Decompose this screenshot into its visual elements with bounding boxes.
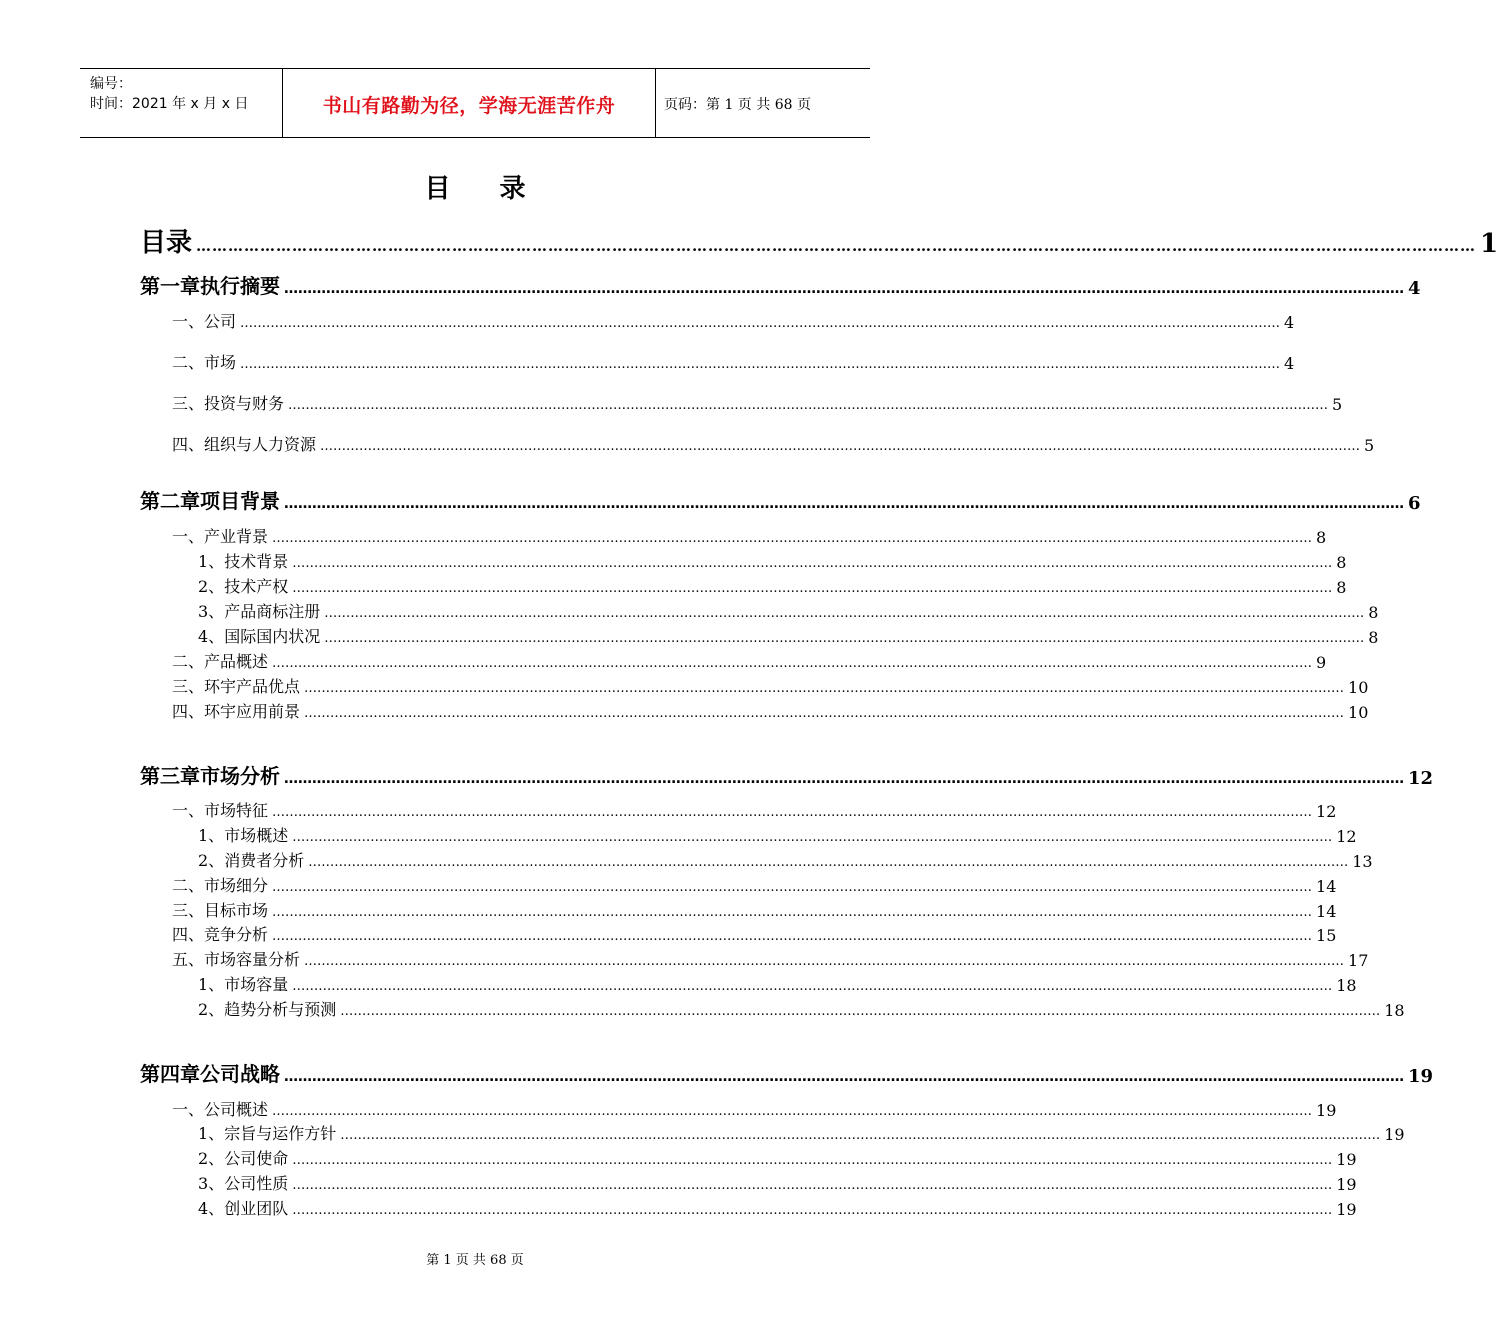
toc-entry-page: 12 <box>1316 802 1337 821</box>
toc-entry-page: 12 <box>1408 768 1434 789</box>
toc-leader-dots: …………………………………………………………………………………………………………………………………………………………………………………………………………………… <box>240 357 1281 372</box>
page-footer: 第 1 页 共 68 页 <box>426 1253 524 1268</box>
toc-entry-page: 4 <box>1408 278 1421 299</box>
toc-entry-number: 第一章 <box>140 274 200 298</box>
toc-entry-label: 项目背景 <box>200 489 280 513</box>
toc-entry-page: 8 <box>1336 553 1347 572</box>
toc-entry[interactable] <box>198 624 1379 647</box>
toc-entry[interactable] <box>198 1171 1357 1194</box>
toc-entry-number: 三、 <box>172 394 205 413</box>
toc-entry-number: 一、 <box>172 527 205 546</box>
toc-entry[interactable] <box>172 432 1375 455</box>
toc-entry-number: 4、 <box>198 1199 225 1218</box>
toc-entry-label: 投资与财务 <box>204 394 285 413</box>
toc-entry-page: 4 <box>1284 313 1295 332</box>
toc-entry[interactable] <box>198 972 1357 995</box>
header-page-cell <box>655 69 870 137</box>
toc-entry[interactable] <box>140 270 1421 299</box>
toc-entry-number: 二、 <box>172 876 205 895</box>
toc-leader-dots: …………………………………………………………………………………………………………………………………………………………………………………………………………………… <box>292 1203 1333 1218</box>
toc-entry[interactable] <box>198 848 1373 871</box>
toc-entry-page: 5 <box>1332 395 1343 414</box>
toc-leader-dots: …………………………………………………………………………………………………………………………………………………………………………………………………………………… <box>272 905 1313 920</box>
toc-leader-dots: …………………………………………………………………………………………………………………………………………………………………………………………………………………… <box>304 706 1345 721</box>
toc-leader-dots: …………………………………………………………………………………………………………………………………………………………………………………………………………………… <box>284 281 1404 297</box>
toc-leader-dots: …………………………………………………………………………………………………………………………………………………………………………………………………………………… <box>284 496 1404 512</box>
toc-entry[interactable] <box>140 1058 1434 1087</box>
toc-entry[interactable] <box>172 309 1295 332</box>
toc-entry[interactable] <box>172 1097 1337 1120</box>
toc-entry[interactable] <box>172 674 1369 697</box>
toc-leader-dots: …………………………………………………………………………………………………………………………………………………………………………………………………………………… <box>324 631 1365 646</box>
toc-entry-page: 17 <box>1348 951 1369 970</box>
toc-entry-number: 二、 <box>172 652 205 671</box>
toc-entry[interactable] <box>172 699 1369 722</box>
toc-entry-page: 8 <box>1336 578 1347 597</box>
toc-entry-page: 5 <box>1364 436 1375 455</box>
toc-entry[interactable] <box>172 391 1343 414</box>
toc-entry-label: 公司使命 <box>224 1149 289 1168</box>
toc-entry[interactable] <box>198 823 1357 846</box>
toc-leader-dots: …………………………………………………………………………………………………………………………………………………………………………………………………………………… <box>272 880 1313 895</box>
toc-entry-number: 第二章 <box>140 489 200 513</box>
toc-entry-page: 13 <box>1352 852 1373 871</box>
toc-entry-label: 公司战略 <box>200 1062 280 1086</box>
toc-entry-page: 8 <box>1368 603 1379 622</box>
toc-entry-page: 18 <box>1384 1001 1405 1020</box>
toc-entry-label: 市场 <box>204 353 237 372</box>
toc-entry[interactable] <box>172 649 1327 672</box>
toc-entry-label: 市场分析 <box>200 764 280 788</box>
toc-leader-dots: …………………………………………………………………………………………………………………………………………………………………………………………………………………… <box>240 316 1281 331</box>
header-motto-cell <box>282 69 656 137</box>
toc-entry-number: 1、 <box>198 552 225 571</box>
toc-leader-dots: …………………………………………………………………………………………………………………………………………………………………………………………………………………… <box>272 805 1313 820</box>
toc-entry-number: 二、 <box>172 353 205 372</box>
toc-entry-page: 19 <box>1316 1101 1337 1120</box>
toc-entry-number: 第四章 <box>140 1062 200 1086</box>
toc-leader-dots: …………………………………………………………………………………………………………………………………………………………………………………………………………………… <box>304 954 1345 969</box>
toc-entry-page: 9 <box>1316 653 1327 672</box>
toc-entry-number: 一、 <box>172 801 205 820</box>
toc-leader-dots: …………………………………………………………………………………………………………………………………………………………………………………………………………………… <box>272 929 1313 944</box>
toc-entry-page: 18 <box>1336 976 1357 995</box>
toc-entry-label: 公司概述 <box>204 1100 269 1119</box>
toc-entry[interactable] <box>140 485 1421 514</box>
toc-entry-label: 宗旨与运作方针 <box>224 1124 337 1143</box>
toc-leader-dots: …………………………………………………………………………………………………………………………………………………………………………………………………………………… <box>304 681 1345 696</box>
toc-entry-number: 第三章 <box>140 764 200 788</box>
toc-entry-number: 四、 <box>172 925 205 944</box>
toc-entry[interactable] <box>198 1146 1357 1169</box>
toc-entry-page: 10 <box>1348 703 1369 722</box>
toc-entry-number: 4、 <box>198 627 225 646</box>
toc-entry-label: 执行摘要 <box>200 274 280 298</box>
toc-leader-dots: …………………………………………………………………………………………………………………………………………………………………………………………………………………… <box>292 581 1333 596</box>
toc-entry[interactable] <box>198 1196 1357 1219</box>
toc-entry[interactable] <box>140 222 1498 259</box>
serial-label: 编号： <box>90 76 132 92</box>
toc-entry-label: 组织与人力资源 <box>204 435 317 454</box>
toc-entry[interactable] <box>198 599 1379 622</box>
toc-entry[interactable] <box>172 873 1337 896</box>
toc-leader-dots: …………………………………………………………………………………………………………………………………………………………………………………………………………………… <box>308 855 1349 870</box>
toc-entry[interactable] <box>172 350 1295 373</box>
toc-leader-dots: …………………………………………………………………………………………………………………………………………………………………………………………………………………… <box>292 1153 1333 1168</box>
toc-entry[interactable] <box>140 760 1434 789</box>
toc-leader-dots: …………………………………………………………………………………………………………………………………………………………………………………………………………………… <box>292 979 1333 994</box>
toc-entry-page: 14 <box>1316 877 1337 896</box>
toc-entry-page: 19 <box>1384 1125 1405 1144</box>
toc-entry-label: 国际国内状况 <box>224 627 321 646</box>
toc-entry-label: 市场概述 <box>224 826 289 845</box>
toc-entry-label: 目标市场 <box>204 901 269 920</box>
toc-leader-dots: …………………………………………………………………………………………………………………………………………………………………………………………………………………… <box>340 1128 1381 1143</box>
toc-entry-page: 19 <box>1336 1200 1357 1219</box>
toc-leader-dots: …………………………………………………………………………………………………………………………………………………………………………………………………………………… <box>340 1004 1381 1019</box>
toc-leader-dots: …………………………………………………………………………………………………………………………………………………………………………………………………………………… <box>196 237 1477 255</box>
toc-entry-number: 一、 <box>172 312 205 331</box>
toc-entry-number: 1、 <box>198 826 225 845</box>
toc-entry-label: 产品概述 <box>204 652 269 671</box>
toc-entry-page: 12 <box>1336 827 1357 846</box>
toc-entry-label: 竞争分析 <box>204 925 269 944</box>
toc-entry-number: 三、 <box>172 901 205 920</box>
toc-entry-number: 五、 <box>172 950 205 969</box>
toc-entry-label: 市场容量分析 <box>204 950 301 969</box>
toc-entry-page: 15 <box>1316 926 1337 945</box>
toc-leader-dots: …………………………………………………………………………………………………………………………………………………………………………………………………………………… <box>284 771 1404 787</box>
toc-entry-number: 一、 <box>172 1100 205 1119</box>
toc-entry-number: 四、 <box>172 435 205 454</box>
toc-leader-dots: …………………………………………………………………………………………………………………………………………………………………………………………………………………… <box>324 606 1365 621</box>
page-info: 页码：第 1 页 共 68 页 <box>664 97 811 113</box>
toc-entry-page: 10 <box>1348 678 1369 697</box>
toc-entry-label: 趋势分析与预测 <box>224 1000 337 1019</box>
toc-entry[interactable] <box>172 898 1337 921</box>
toc-entry[interactable] <box>172 524 1327 547</box>
toc-entry[interactable] <box>198 549 1347 572</box>
header-info-cell <box>80 69 282 137</box>
toc-entry[interactable] <box>198 997 1405 1020</box>
toc-entry-number: 1、 <box>198 1124 225 1143</box>
toc-entry[interactable] <box>172 922 1337 945</box>
toc-leader-dots: …………………………………………………………………………………………………………………………………………………………………………………………………………………… <box>272 1104 1313 1119</box>
page-title: 目 录 <box>424 174 546 204</box>
toc-leader-dots: …………………………………………………………………………………………………………………………………………………………………………………………………………………… <box>292 1178 1333 1193</box>
toc-leader-dots: …………………………………………………………………………………………………………………………………………………………………………………………………………………… <box>272 656 1313 671</box>
toc-entry-label: 消费者分析 <box>224 851 305 870</box>
motto: 书山有路勤为径，学海无涯苦作舟 <box>322 95 616 117</box>
toc-entry-number: 2、 <box>198 577 225 596</box>
toc-entry-label: 市场细分 <box>204 876 269 895</box>
toc-entry[interactable] <box>172 947 1369 970</box>
toc-entry-label: 产业背景 <box>204 527 269 546</box>
toc-entry-number: 1、 <box>198 975 225 994</box>
toc-entry-label: 创业团队 <box>224 1199 289 1218</box>
toc-entry-label: 公司 <box>204 312 237 331</box>
toc-entry-page: 1 <box>1480 229 1498 259</box>
toc-entry-page: 4 <box>1284 354 1295 373</box>
toc-entry-number: 2、 <box>198 851 225 870</box>
toc-entry-page: 19 <box>1336 1150 1357 1169</box>
toc-entry-label: 市场特征 <box>204 801 269 820</box>
toc-entry-label: 技术背景 <box>224 552 289 571</box>
toc-entry-page: 6 <box>1408 493 1421 514</box>
toc-leader-dots: …………………………………………………………………………………………………………………………………………………………………………………………………………………… <box>284 1069 1404 1085</box>
toc-entry[interactable] <box>198 574 1347 597</box>
toc-entry-page: 19 <box>1408 1066 1434 1087</box>
toc-entry-label: 公司性质 <box>224 1174 289 1193</box>
toc-entry-label: 产品商标注册 <box>224 602 321 621</box>
date-label: 时间：2021 年 x 月 x 日 <box>90 96 249 112</box>
toc-entry-label: 市场容量 <box>224 975 289 994</box>
toc-entry-page: 14 <box>1316 902 1337 921</box>
header-table <box>80 68 870 138</box>
toc-entry[interactable] <box>172 798 1337 821</box>
toc-leader-dots: …………………………………………………………………………………………………………………………………………………………………………………………………………………… <box>272 531 1313 546</box>
toc-leader-dots: …………………………………………………………………………………………………………………………………………………………………………………………………………………… <box>288 398 1329 413</box>
toc-entry-page: 8 <box>1368 628 1379 647</box>
toc-entry-label: 目录 <box>140 228 193 258</box>
toc-entry-label: 环宇应用前景 <box>204 702 301 721</box>
toc-entry-label: 技术产权 <box>224 577 289 596</box>
toc-entry[interactable] <box>198 1121 1405 1144</box>
toc-entry-page: 8 <box>1316 528 1327 547</box>
toc-entry-number: 2、 <box>198 1000 225 1019</box>
toc-entry-number: 四、 <box>172 702 205 721</box>
toc-leader-dots: …………………………………………………………………………………………………………………………………………………………………………………………………………………… <box>292 830 1333 845</box>
toc-leader-dots: …………………………………………………………………………………………………………………………………………………………………………………………………………………… <box>292 556 1333 571</box>
toc-entry-number: 三、 <box>172 677 205 696</box>
toc-leader-dots: …………………………………………………………………………………………………………………………………………………………………………………………………………………… <box>320 439 1361 454</box>
toc-entry-number: 3、 <box>198 1174 225 1193</box>
toc-entry-number: 2、 <box>198 1149 225 1168</box>
toc-entry-page: 19 <box>1336 1175 1357 1194</box>
toc-entry-number: 3、 <box>198 602 225 621</box>
toc-entry-label: 环宇产品优点 <box>204 677 301 696</box>
